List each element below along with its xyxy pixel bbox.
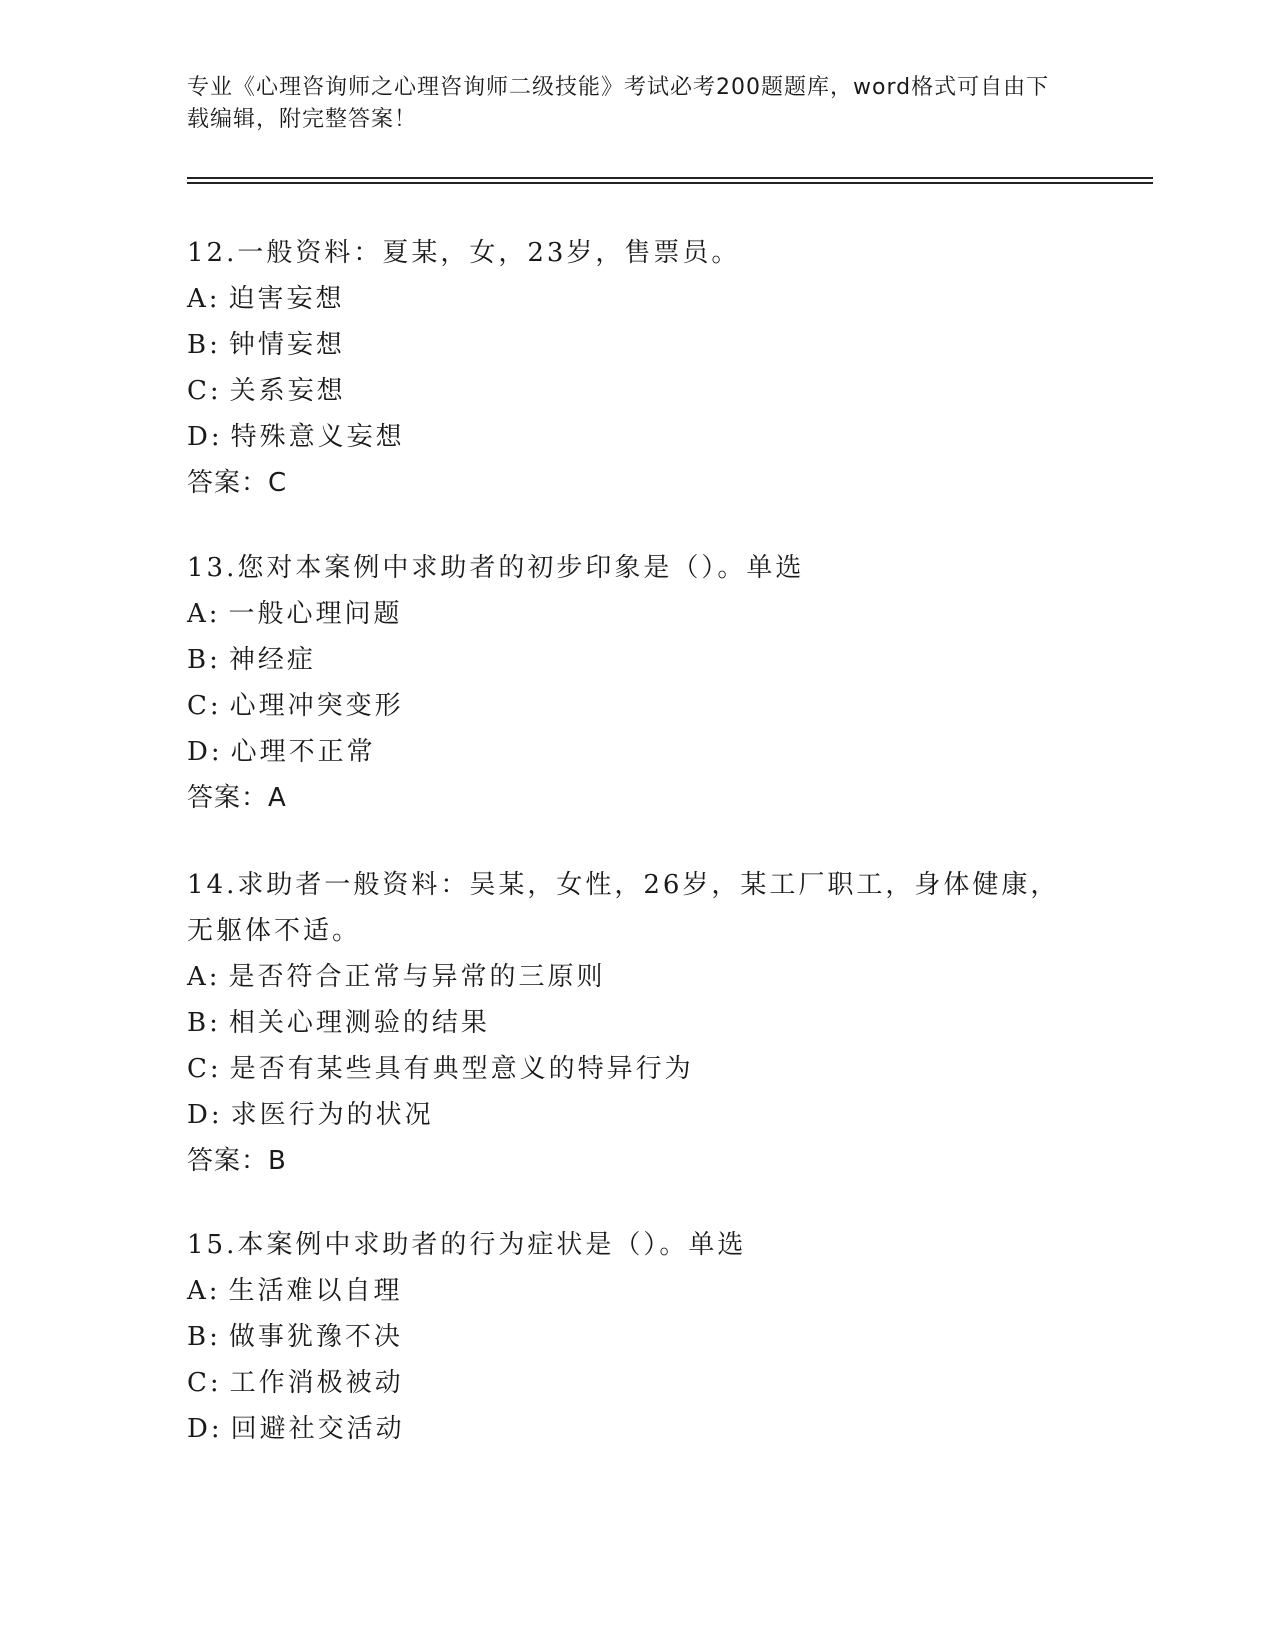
option-b [187,322,1087,368]
header-divider-top [187,177,1153,179]
option-letter: C: [187,376,222,406]
option-b [187,1314,1087,1360]
header-divider-bottom [187,182,1153,184]
option-letter: B: [187,645,221,675]
option-c [187,368,1087,414]
option-letter: A: [187,962,221,992]
option-text: 做事犹豫不决 [228,1322,403,1352]
option-b [187,637,1087,683]
option-text: 钟情妄想 [228,330,345,360]
option-letter: B: [187,1008,221,1038]
option-letter: C: [187,1054,222,1084]
question-15 [187,1222,1087,1452]
option-text: 特殊意义妄想 [230,422,405,452]
question-12 [187,230,1087,506]
option-text: 回避社交活动 [230,1414,405,1444]
option-letter: D: [187,1414,223,1444]
option-text: 生活难以自理 [228,1276,403,1306]
option-a [187,954,1087,1000]
option-b [187,1000,1087,1046]
question-14 [187,862,1087,1184]
option-letter: A: [187,284,221,314]
option-text: 一般心理问题 [228,599,403,629]
option-text: 求医行为的状况 [230,1100,434,1130]
option-letter: D: [187,422,223,452]
option-text: 神经症 [228,645,316,675]
option-text: 是否有某些具有典型意义的特异行为 [229,1054,694,1084]
option-c [187,1046,1087,1092]
option-d [187,729,1087,775]
option-text: 心理不正常 [230,737,376,767]
option-letter: A: [187,599,221,629]
option-text: 心理冲突变形 [229,691,404,721]
question-stem: 13.您对本案例中求助者的初步印象是（）。单选 [187,553,805,583]
answer-line: 答案：B [187,1146,287,1176]
option-letter: C: [187,691,222,721]
option-text: 相关心理测验的结果 [228,1008,490,1038]
option-letter: D: [187,1100,223,1130]
option-d [187,414,1087,460]
question-stem: 14.求助者一般资料：吴某，女性，26岁，某工厂职工，身体健康，无躯体不适。 [187,870,1060,946]
option-text: 是否符合正常与异常的三原则 [228,962,606,992]
answer-line: 答案：A [187,783,287,813]
option-letter: B: [187,1322,221,1352]
answer-line: 答案：C [187,468,288,498]
option-letter: C: [187,1368,222,1398]
option-text: 迫害妄想 [228,284,345,314]
option-a [187,591,1087,637]
document-header: 专业《心理咨询师之心理咨询师二级技能》考试必考200题题库，word格式可自由下载编辑，附完整答案！ [187,75,1050,132]
question-stem: 12.一般资料：夏某，女，23岁，售票员。 [187,238,741,268]
option-a [187,276,1087,322]
option-text: 关系妄想 [229,376,346,406]
option-letter: A: [187,1276,221,1306]
option-letter: B: [187,330,221,360]
question-13 [187,545,1087,821]
option-letter: D: [187,737,223,767]
option-a [187,1268,1087,1314]
option-c [187,1360,1087,1406]
option-d [187,1406,1087,1452]
option-c [187,683,1087,729]
option-text: 工作消极被动 [229,1368,404,1398]
option-d [187,1092,1087,1138]
question-stem: 15.本案例中求助者的行为症状是（）。单选 [187,1230,747,1260]
